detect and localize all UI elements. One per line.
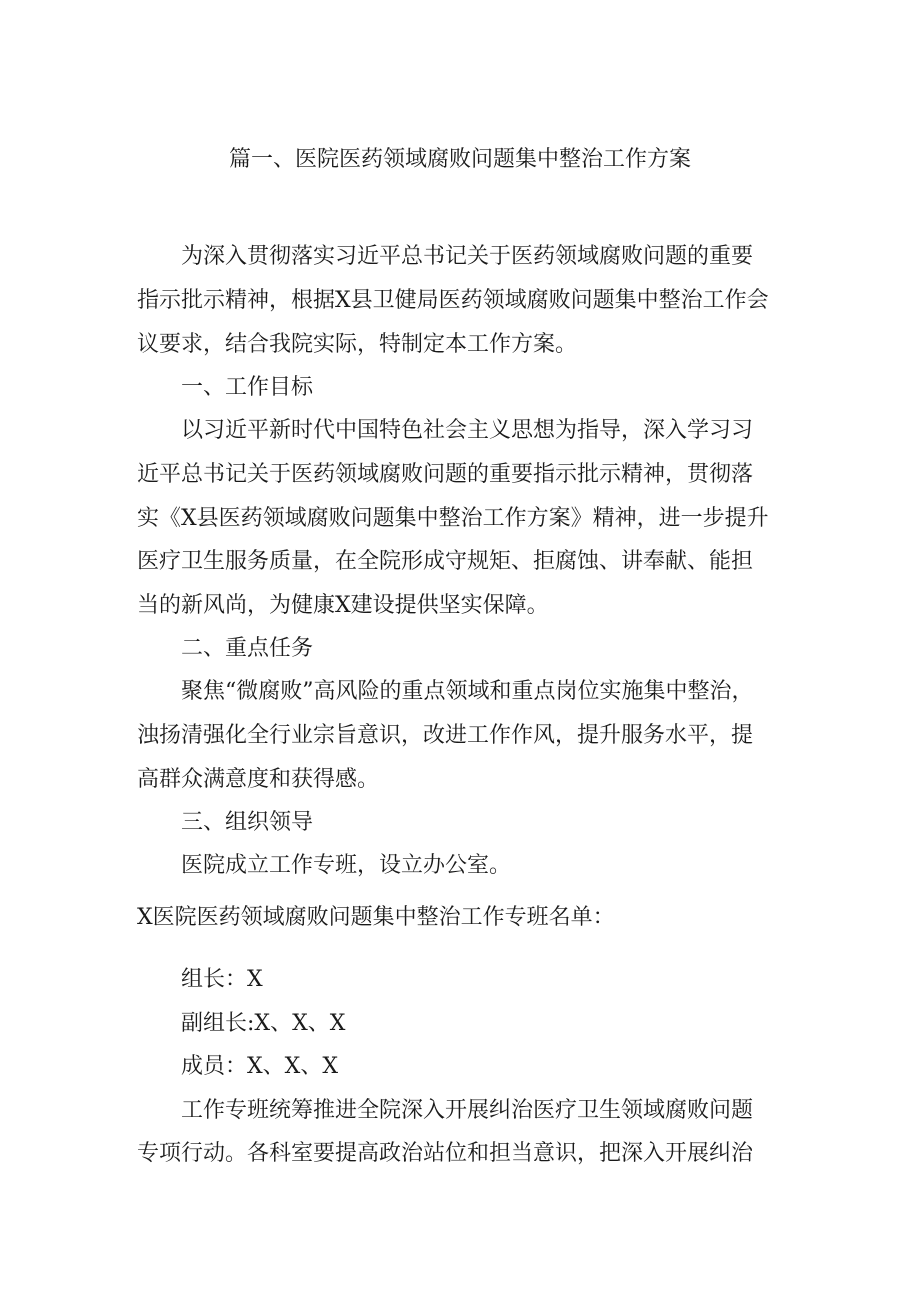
section-heading-organization: 三、组织领导	[181, 810, 314, 835]
paragraph-line: 当的新风尚，为健康X建设提供坚实保障。	[137, 593, 549, 618]
roster-deputy-leaders: 副组长:X、X、X	[181, 1011, 346, 1036]
section-heading-goals: 一、工作目标	[181, 375, 314, 400]
paragraph-line: 实《X县医药领域腐败问题集中整治工作方案》精神，进一步提升	[137, 506, 769, 531]
paragraph-line: 医院成立工作专班，设立办公室。	[181, 853, 512, 878]
paragraph-line: 浊扬清强化全行业宗旨意识，改进工作作风，提升服务水平，提	[137, 723, 754, 748]
paragraph-line: 近平总书记关于医药领域腐败问题的重要指示批示精神，贯彻落	[137, 462, 754, 487]
paragraph-line: 工作专班统筹推进全院深入开展纠治医疗卫生领域腐败问题	[181, 1098, 754, 1123]
document-title: 篇一、医院医药领域腐败问题集中整治工作方案	[228, 147, 691, 172]
roster-members: 成员：X、X、X	[181, 1054, 338, 1079]
paragraph-line: 专项行动。各科室要提高政治站位和担当意识，把深入开展纠治	[137, 1141, 754, 1166]
roster-leader: 组长：X	[181, 967, 263, 992]
paragraph-line: 指示批示精神，根据X县卫健局医药领域腐败问题集中整治工作会	[137, 288, 769, 313]
paragraph-line: 为深入贯彻落实习近平总书记关于医药领域腐败问题的重要	[181, 244, 754, 269]
paragraph-line: 议要求，结合我院实际，特制定本工作方案。	[137, 332, 578, 357]
roster-heading: X医院医药领域腐败问题集中整治工作专班名单：	[137, 905, 615, 930]
section-heading-tasks: 二、重点任务	[181, 636, 314, 661]
paragraph-line: 以习近平新时代中国特色社会主义思想为指导，深入学习习	[181, 418, 754, 443]
paragraph-line: 医疗卫生服务质量，在全院形成守规矩、拒腐蚀、讲奉献、能担	[137, 549, 754, 574]
paragraph-line: 聚焦“微腐败”高风险的重点领域和重点岗位实施集中整治，	[181, 679, 754, 704]
paragraph-line: 高群众满意度和获得感。	[137, 767, 380, 792]
